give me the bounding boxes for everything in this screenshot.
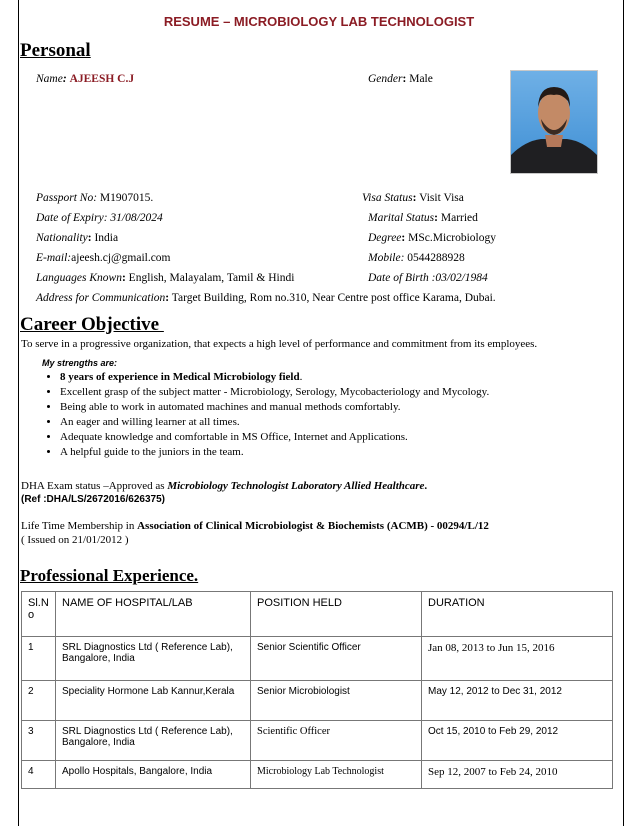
- degree-value: MSc.Microbiology: [408, 232, 496, 244]
- visa-label: Visa Status: [362, 192, 413, 204]
- address-line: Address for Communication: Target Building, Rom no.310, Near Centre post office Karama, Dubai.: [36, 292, 496, 304]
- address-label: Address for Communication: [36, 292, 166, 304]
- strengths-list: [40, 370, 489, 460]
- dha-status: DHA Exam status –Approved as Microbiology Technologist Laboratory Allied Healthcare.: [21, 480, 428, 492]
- cell-slno: 2: [22, 681, 56, 721]
- cell-position: Scientific Officer: [251, 721, 422, 761]
- strength-text: 8 years of experience in Medical Microbiology field: [60, 371, 300, 383]
- table-header-row: [22, 592, 613, 637]
- table-row: [22, 637, 613, 681]
- profile-photo: [510, 70, 598, 174]
- gender-line: Gender: Male: [368, 73, 433, 85]
- marital-label: Marital Status: [368, 212, 435, 224]
- name-label: Name: [36, 73, 63, 85]
- email-value[interactable]: ajeesh.cj@gmail.com: [71, 252, 171, 264]
- strength-item: • Excellent grasp of the subject matter - Microbiology, Serology, Mycobacteriology and Mycology.: [60, 385, 489, 400]
- cell-duration: Sep 12, 2007 to Feb 24, 2010: [422, 761, 613, 789]
- dha-approved: Microbiology Technologist Laboratory Allied Healthcare: [167, 480, 425, 492]
- cell-slno: 4: [22, 761, 56, 789]
- cell-duration: Oct 15, 2010 to Feb 29, 2012: [422, 721, 613, 761]
- gender-value: Male: [409, 73, 433, 85]
- cell-hospital: Speciality Hormone Lab Kannur,Kerala: [56, 681, 251, 721]
- table-row: [22, 721, 613, 761]
- marital-line: Marital Status: Married: [368, 212, 478, 224]
- nationality-value: India: [94, 232, 119, 244]
- header-hospital: NAME OF HOSPITAL/LAB: [56, 592, 251, 637]
- dob-line: Date of Birth :03/02/1984: [368, 272, 488, 284]
- strength-item: • 8 years of experience in Medical Microbiology field.: [60, 370, 489, 385]
- mobile-value: 0544288928: [407, 252, 465, 264]
- cell-position: Senior Microbiologist: [251, 681, 422, 721]
- visa-line: Visa Status: Visit Visa: [362, 192, 464, 204]
- cell-hospital: SRL Diagnostics Ltd ( Reference Lab), Bangalore, India: [56, 637, 251, 681]
- title-main: RESUME: [163, 14, 220, 29]
- table-row: [22, 681, 613, 721]
- strengths-heading: My strengths are:: [42, 358, 118, 368]
- degree-label: Degree: [368, 232, 402, 244]
- membership-prefix: Life Time Membership in: [21, 520, 138, 532]
- membership: [21, 520, 489, 532]
- section-career-objective: Career Objective: [20, 314, 164, 335]
- cell-slno: 1: [22, 637, 56, 681]
- passport-line: [36, 192, 153, 204]
- gender-label: Gender: [368, 73, 403, 85]
- section-professional: Professional Experience.: [20, 566, 199, 585]
- section-personal: Personal: [20, 40, 91, 61]
- dha-prefix: DHA Exam status –Approved as: [21, 480, 168, 492]
- languages-label: Languages Known: [36, 272, 122, 284]
- cell-duration: Jan 08, 2013 to Jun 15, 2016: [422, 637, 613, 681]
- strength-item: • Being able to work in automated machines and manual methods comfortably.: [60, 400, 489, 415]
- table-row: [22, 761, 613, 789]
- experience-table: [21, 591, 613, 789]
- title-rest: – MICROBIOLOGY LAB TECHNOLOGIST: [219, 14, 475, 29]
- name-value: AJEESH C.J: [69, 73, 135, 85]
- address-value: Target Building, Rom no.310, Near Centre post office Karama, Dubai.: [171, 292, 496, 304]
- marital-value: Married: [440, 212, 478, 224]
- strength-item: • A helpful guide to the juniors in the team.: [60, 445, 489, 460]
- expiry-line: Date of Expiry: 31/08/2024: [36, 212, 163, 224]
- resume-title: [0, 14, 638, 29]
- mobile-line: [368, 252, 465, 264]
- languages-line: Languages Known: English, Malayalam, Tamil & Hindi: [36, 272, 295, 284]
- visa-value: Visit Visa: [419, 192, 464, 204]
- membership-issued: ( Issued on 21/01/2012 ): [21, 534, 129, 546]
- strength-item: • Adequate knowledge and comfortable in MS Office, Internet and Applications.: [60, 430, 489, 445]
- email-line: [36, 252, 171, 264]
- nationality-label: Nationality: [36, 232, 88, 244]
- header-slno: Sl.No: [22, 592, 56, 637]
- email-label: E-mail:: [36, 252, 72, 264]
- cell-position: Senior Scientific Officer: [251, 637, 422, 681]
- passport-label: Passport No:: [36, 192, 98, 204]
- header-duration: DURATION: [422, 592, 613, 637]
- cell-hospital: SRL Diagnostics Ltd ( Reference Lab), Bangalore, India: [56, 721, 251, 761]
- name-line: Name: AJEESH C.J: [36, 73, 135, 85]
- cell-hospital: Apollo Hospitals, Bangalore, India: [56, 761, 251, 789]
- mobile-label: Mobile:: [368, 252, 405, 264]
- degree-line: Degree: MSc.Microbiology: [368, 232, 496, 244]
- objective-text: To serve in a progressive organization, that expects a high level of performance and commitment from its employees.: [21, 338, 538, 350]
- passport-value: M1907015.: [99, 192, 154, 204]
- nationality-line: Nationality: India: [36, 232, 119, 244]
- strength-item: • An eager and willing learner at all times.: [60, 415, 489, 430]
- languages-value: English, Malayalam, Tamil & Hindi: [128, 272, 295, 284]
- cell-slno: 3: [22, 721, 56, 761]
- dha-reference: (Ref :DHA/LS/2672016/626375): [21, 494, 165, 505]
- header-position: POSITION HELD: [251, 592, 422, 637]
- cell-position: Microbiology Lab Technologist: [251, 761, 422, 789]
- membership-body: Association of Clinical Microbiologist & Biochemists (ACMB) - 00294/L/12: [137, 520, 489, 532]
- cell-duration: May 12, 2012 to Dec 31, 2012: [422, 681, 613, 721]
